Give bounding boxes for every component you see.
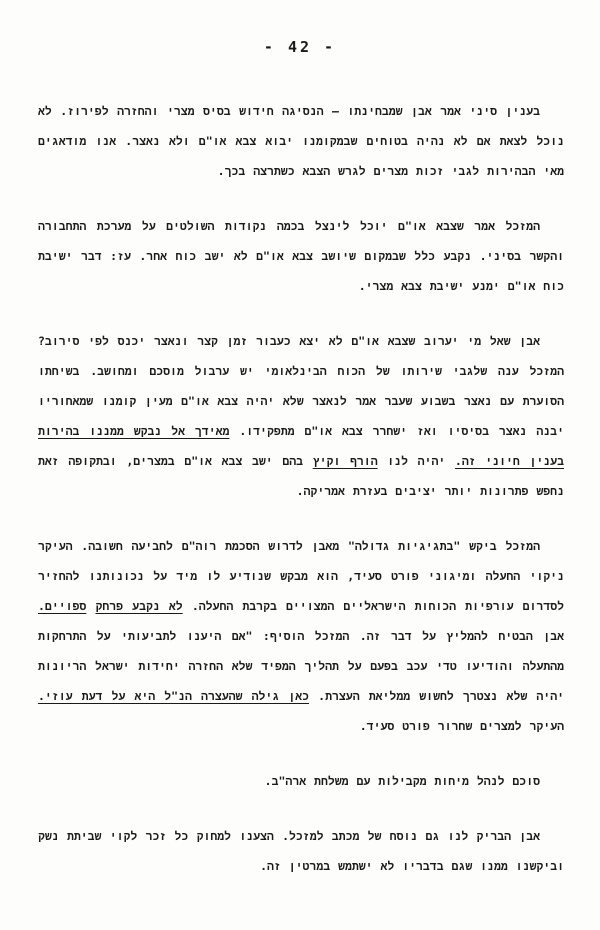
paragraph-p1 [38, 96, 564, 186]
paragraph-text [38, 96, 564, 186]
paragraph-text [38, 766, 564, 796]
paragraph-p3 [38, 326, 564, 506]
underlined-text: ספויים. [38, 599, 87, 613]
paragraph-text [38, 531, 564, 741]
text-segment: יהיה לנו [377, 454, 455, 468]
page-number: - 42 - [263, 38, 337, 56]
paragraph-text [38, 326, 564, 506]
text-segment: המזכל ביקש "בתגיגיות גדולה" מאבן לדרוש הסכמת רוה"ם לחביעה חשובה. העיקר ניקוי החעלה ומיגוני פורט סעיד, הוא מבקש שנודיע לו מיד על נכונותנו להחזיר לסדרום עורפיות הכוחות הישראליים המצויים בקרבת החעלה. [38, 539, 564, 613]
paragraph-text [38, 821, 564, 881]
text-segment: סוכם לנהל מיחות מקבילות עם משלחת ארה"ב. [264, 774, 540, 788]
paragraph-p5 [38, 766, 564, 796]
text-segment: המזכל אמר שצבא או"ם יוכל לינצל בכמה נקודות השולטים על מערכת התחבורה והקשר בסיני. נקבע כלל שבמקום שיושב צבא או"ם לא ישב כוח אחר. עז: דבר ישיבת כוח או"ם ימנע ישיבת צבא מצרי. [38, 219, 564, 293]
text-segment: העיקר למצרים שחרור פורט סעיד. [359, 719, 564, 733]
paragraph-p2 [38, 211, 564, 301]
underlined-text: מאידך אל נבקש ממננו בהירות בענין חיוני זה. [38, 424, 564, 468]
text-segment: בהם ישב צבא או"ם במצרים, ובתקופה זאת נחפש פתרונות יותר יציבים בעזרת אמריקה. [38, 454, 564, 498]
text-segment: אבן שאל מי יערוב שצבא או"ם לא יצא כעבור זמן קצר ונאצר יכנס לפי סירוב? המזכל ענה שלגבי שירותו של הכוח הבינלאומי יש ערבול מוסכם ומחושב. בשיחתו הסוערת עם נאצר בשבוע שעבר אמר לנאצר שלא יהיה צבא או"ם מעין קומנו שמאחוריו יבנה נאצר בסיסיו ואז ישחרר צבא או"ם מתפקידו. [38, 334, 564, 438]
underlined-text: הורף וקיץ [312, 454, 378, 468]
text-segment: בענין סיני אמר אבן שמבחינתו – הנסיגה חידוש בסיס מצרי והחזרה לפירוז. לא נוכל לצאת אם לא נהיה בטוחים שבמקומנו יבוא צבא או"ם ולא נאצר. אנו מודאגים מאי הבהירות לגבי זכות מצרים לגרש הצבא כשתרצה בכך. [38, 104, 564, 178]
paragraph-p4 [38, 531, 564, 741]
text-segment: אבן הבריק לנו גם נוסח של מכתב למזכל. הצענו למחוק כל זכר לקוי שביתת נשק וביקשנו ממנו שגם בדבריו לא ישתמש במרטין זה. [38, 829, 564, 873]
paragraph-text [38, 211, 564, 301]
text-segment: אבן הבטיח להמליץ על דבר זה. המזכל הוסיף: "אם היענו לתביעותי על התרחקות מהתעלה והודיעו טדי עכב בפעם על תהליך המפיד שלא החזרה יחידות ישראל הריונות יהיה שלא נצטרך לחשוש ממליאת העצרת. [38, 629, 564, 703]
underlined-text: כאן גילה שהעצרה הנ"ל היא על דעת עוזי. [38, 689, 310, 703]
underlined-text: לא נקבע פרחק [95, 599, 183, 613]
document-body [38, 96, 564, 906]
paragraph-p6 [38, 821, 564, 881]
